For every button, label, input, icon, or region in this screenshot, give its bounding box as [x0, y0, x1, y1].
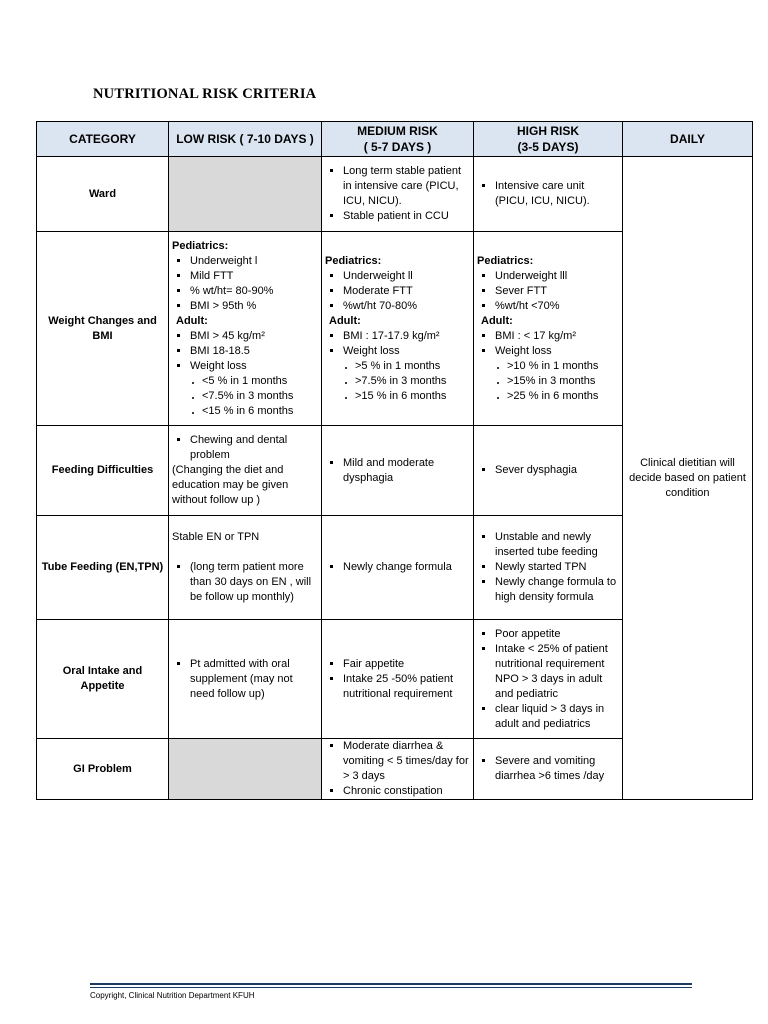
pediatrics-label: Pediatrics:: [172, 239, 229, 252]
list-item: ▪ Moderate FTT: [343, 284, 470, 299]
header-medium-risk-line2: ( 5-7 DAYS ): [363, 140, 432, 154]
header-medium-risk-line1: MEDIUM RISK: [357, 124, 438, 138]
risk-criteria-table: [36, 121, 753, 800]
list-item: ▪ %wt/ht 70-80%: [343, 299, 470, 314]
pediatrics-label: Pediatrics:: [477, 254, 534, 267]
footer-copyright: Copyright, Clinical Nutrition Department KFUH: [90, 991, 255, 1000]
category-oral: Oral Intake and Appetite: [37, 620, 169, 739]
gi-high-cell: [474, 739, 623, 800]
list-item: ▪ Underweight lll: [495, 269, 619, 284]
list-item: • <5 % in 1 months: [202, 374, 318, 389]
list-item: ▪ clear liquid > 3 days in adult and pediatrics: [495, 702, 619, 732]
footer-divider-thin: [90, 987, 692, 988]
pediatrics-label: Pediatrics:: [325, 254, 382, 267]
list-item: • >15% in 3 months: [507, 374, 619, 389]
oral-high-cell: [474, 620, 623, 739]
list-item: ▪ Intensive care unit (PICU, ICU, NICU).: [495, 179, 619, 209]
category-gi: GI Problem: [37, 739, 169, 800]
ward-low-empty: [169, 157, 322, 232]
ward-high-cell: [474, 157, 623, 232]
list-item: ▪ Sever FTT: [495, 284, 619, 299]
list-item: ▪ Stable patient in CCU: [343, 209, 470, 224]
tube-low-note: Stable EN or TPN: [172, 531, 260, 543]
list-item: ▪ Weight loss: [190, 359, 318, 374]
list-item: • <15 % in 6 months: [202, 404, 318, 419]
adult-label: Adult:: [481, 314, 513, 327]
header-medium-risk: [322, 122, 474, 157]
weight-medium-cell: [322, 232, 474, 426]
category-weight: Weight Changes and BMI: [37, 232, 169, 426]
gi-low-empty: [169, 739, 322, 800]
oral-low-cell: [169, 620, 322, 739]
list-item: ▪ Sever dysphagia: [495, 463, 619, 478]
tube-medium-cell: [322, 516, 474, 620]
header-high-risk-line1: HIGH RISK: [516, 124, 579, 138]
list-item: ▪ Weight loss: [495, 344, 619, 359]
list-item: • >15 % in 6 months: [355, 389, 470, 404]
header-high-risk: [474, 122, 623, 157]
list-item: ▪ Chewing and dental problem: [190, 433, 318, 463]
list-item: ▪ Newly change formula to high density formula: [495, 575, 619, 605]
list-item: ▪ Fair appetite: [343, 657, 470, 672]
header-row: [37, 122, 753, 157]
list-item: ▪ Mild FTT: [190, 269, 318, 284]
adult-label: Adult:: [329, 314, 361, 327]
daily-cell: [623, 157, 753, 800]
list-item: ▪ Newly started TPN: [495, 560, 619, 575]
category-tube: Tube Feeding (EN,TPN): [37, 516, 169, 620]
list-item: ▪ %wt/ht <70%: [495, 299, 619, 314]
list-item: ▪ Pt admitted with oral supplement (may not need follow up): [190, 657, 318, 702]
list-item: ▪ % wt/ht= 80-90%: [190, 284, 318, 299]
list-item: ▪ Poor appetite: [495, 627, 619, 642]
weight-high-cell: [474, 232, 623, 426]
tube-low-cell: [169, 516, 322, 620]
list-item: ▪ (long term patient more than 30 days on EN , will be follow up monthly): [190, 560, 318, 605]
list-item: ▪ BMI > 95th %: [190, 299, 318, 314]
document-title: NUTRITIONAL RISK CRITERIA: [93, 86, 317, 102]
footer-divider: [90, 983, 692, 985]
list-item: ▪ Newly change formula: [343, 560, 470, 575]
list-item: ▪ BMI : < 17 kg/m²: [495, 329, 619, 344]
feeding-low-cell: [169, 426, 322, 516]
list-item: ▪ Intake 25 -50% patient nutritional requirement: [343, 672, 470, 702]
list-item: ▪ Underweight l: [190, 254, 318, 269]
category-ward: Ward: [37, 157, 169, 232]
category-feeding: Feeding Difficulties: [37, 426, 169, 516]
list-item: ▪ BMI : 17-17.9 kg/m²: [343, 329, 470, 344]
row-ward: [37, 157, 753, 232]
oral-medium-cell: [322, 620, 474, 739]
list-item: • >25 % in 6 months: [507, 389, 619, 404]
list-item: ▪ BMI 18-18.5: [190, 344, 318, 359]
header-daily: DAILY: [623, 122, 753, 157]
list-item: ▪ Weight loss: [343, 344, 470, 359]
header-low-risk: LOW RISK ( 7-10 DAYS ): [169, 122, 322, 157]
list-item: ▪ Mild and moderate dysphagia: [343, 456, 470, 486]
list-item: ▪ Underweight ll: [343, 269, 470, 284]
list-item: ▪ Intake < 25% of patient nutritional requirement NPO > 3 days in adult and pediatric: [495, 642, 619, 702]
ward-medium-cell: [322, 157, 474, 232]
list-item: ▪ BMI > 45 kg/m²: [190, 329, 318, 344]
header-high-risk-line2: (3-5 DAYS): [517, 140, 579, 154]
list-item: ▪ Long term stable patient in intensive care (PICU, ICU, NICU).: [343, 164, 470, 209]
list-item: • >10 % in 1 months: [507, 359, 619, 374]
header-category: CATEGORY: [37, 122, 169, 157]
weight-low-cell: [169, 232, 322, 426]
list-item: • <7.5% in 3 months: [202, 389, 318, 404]
list-item: ▪ Moderate diarrhea & vomiting < 5 times/day for > 3 days: [343, 739, 470, 784]
daily-text: Clinical dietitian will decide based on patient condition: [629, 456, 746, 499]
feeding-low-note: (Changing the diet and education may be given without follow up ): [172, 464, 289, 506]
list-item: • >7.5% in 3 months: [355, 374, 470, 389]
list-item: • >5 % in 1 months: [355, 359, 470, 374]
tube-high-cell: [474, 516, 623, 620]
feeding-high-cell: [474, 426, 623, 516]
adult-label: Adult:: [176, 314, 208, 327]
list-item: ▪ Unstable and newly inserted tube feeding: [495, 530, 619, 560]
feeding-medium-cell: [322, 426, 474, 516]
list-item: ▪ Severe and vomiting diarrhea >6 times /day: [495, 754, 619, 784]
list-item: ▪ Chronic constipation: [343, 784, 470, 799]
gi-medium-cell: [322, 739, 474, 800]
